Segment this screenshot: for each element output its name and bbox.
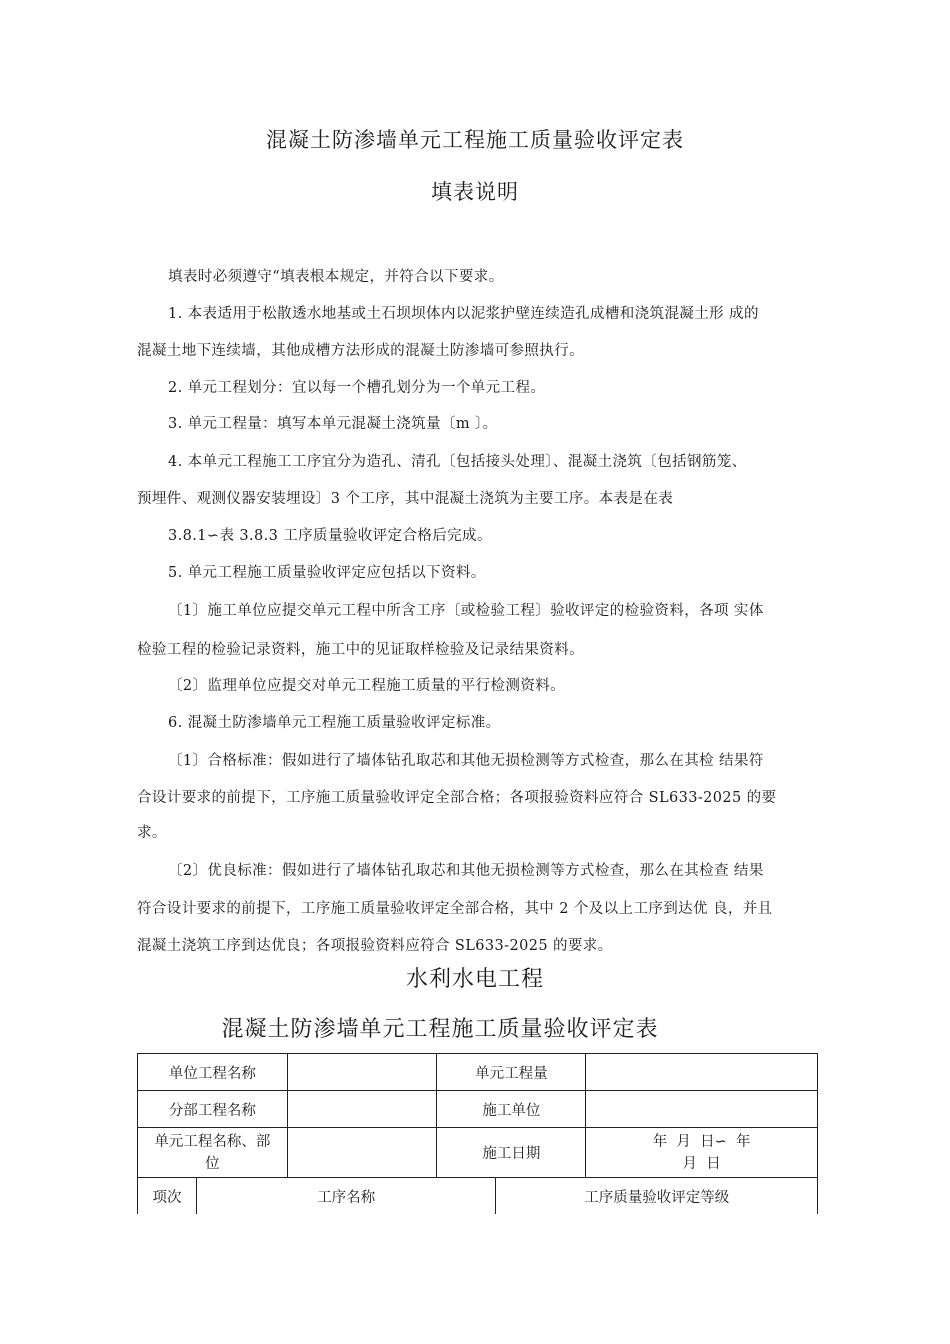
element-name-value[interactable] [287, 1128, 437, 1178]
date-line1: 年 月 日∽ 年 [652, 1133, 751, 1150]
element-name-label [138, 1128, 288, 1178]
paragraph: 合设计要求的前提下，工序施工质量验收评定全部合格；各项报验资料应符合 SL633-2025 的要 [137, 790, 777, 806]
evaluation-form-table [137, 1053, 818, 1178]
paragraph: 3.8.1∽表 3.8.3 工序质量验收评定合格后完成。 [168, 528, 492, 544]
unit-project-name-label: 单位工程名称 [138, 1054, 288, 1091]
paragraph: 〔1〕施工单位应提交单元工程中所含工序〔或检验工程〕验收评定的检验资料，各项 实体 [168, 603, 764, 619]
paragraph: 2. 单元工程划分：宜以每一个槽孔划分为一个单元工程。 [168, 380, 546, 396]
unit-quantity-value[interactable] [586, 1054, 818, 1091]
col-process-name-header: 工序名称 [196, 1178, 496, 1215]
paragraph: 求。 [137, 825, 167, 841]
paragraph: 预埋件、观测仪器安装埋设〕3 个工序，其中混凝土浇筑为主要工序。本表是在表 [137, 491, 674, 507]
unit-project-name-value[interactable] [287, 1054, 437, 1091]
paragraph: 混凝土浇筑工序到达优良；各项报验资料应符合 SL633-2025 的要求。 [137, 938, 613, 954]
form-title: 混凝土防渗墙单元工程施工质量验收评定表 [221, 1017, 659, 1042]
unit-quantity-label: 单元工程量 [437, 1054, 586, 1091]
construction-date-value[interactable] [586, 1128, 818, 1178]
process-table-header [137, 1177, 818, 1214]
table-row [138, 1091, 818, 1128]
element-name-label-line2: 位 [205, 1155, 220, 1172]
col-grade-header: 工序质量验收评定等级 [496, 1178, 818, 1215]
date-line2: 月 日 [682, 1155, 721, 1172]
document-title: 混凝土防渗墙单元工程施工质量验收评定表 [266, 128, 684, 152]
paragraph: 〔2〕优良标准：假如进行了墙体钻孔取芯和其他无损检测等方式检查，那么在其检查 结果 [168, 863, 764, 879]
col-item-header: 项次 [138, 1178, 197, 1215]
paragraph: 〔1〕合格标准：假如进行了墙体钻孔取芯和其他无损检测等方式检查，那么在其检 结果符 [168, 753, 764, 769]
paragraph: 符合设计要求的前提下，工序施工质量验收评定全部合格，其中 2 个及以上工序到达优 良，并且 [137, 901, 773, 917]
paragraph: 4. 本单元工程施工工序宜分为造孔、清孔〔包括接头处理〕、混凝土浇筑〔包括钢筋笼、 [168, 454, 747, 470]
sub-project-name-label: 分部工程名称 [138, 1091, 288, 1128]
paragraph: 〔2〕监理单位应提交对单元工程施工质量的平行检测资料。 [168, 678, 566, 694]
contractor-value[interactable] [586, 1091, 818, 1128]
table-row [138, 1178, 818, 1215]
paragraph: 3. 单元工程量：填写本单元混凝土浇筑量〔m 〕。 [168, 416, 498, 432]
paragraph: 检验工程的检验记录资料，施工中的见证取样检验及记录结果资料。 [137, 642, 584, 658]
paragraph: 1. 本表适用于松散透水地基或土石坝坝体内以泥浆护壁连续造孔成槽和浇筑混凝土形 成的 [168, 306, 759, 322]
section-title: 水利水电工程 [405, 967, 544, 992]
document-subtitle: 填表说明 [431, 180, 519, 204]
paragraph: 混凝土地下连续墙，其他成槽方法形成的混凝土防渗墙可参照执行。 [137, 343, 584, 359]
contractor-label: 施工单位 [437, 1091, 586, 1128]
table-row [138, 1054, 818, 1091]
paragraph: 填表时必须遵守“填表根本规定，并符合以下要求。 [168, 269, 504, 285]
construction-date-label: 施工日期 [437, 1128, 586, 1178]
table-row [138, 1128, 818, 1178]
sub-project-name-value[interactable] [287, 1091, 437, 1128]
element-name-label-line1: 单元工程名称、部 [154, 1133, 271, 1150]
paragraph: 6. 混凝土防渗墙单元工程施工质量验收评定标准。 [168, 715, 501, 731]
paragraph: 5. 单元工程施工质量验收评定应包括以下资料。 [168, 565, 486, 581]
